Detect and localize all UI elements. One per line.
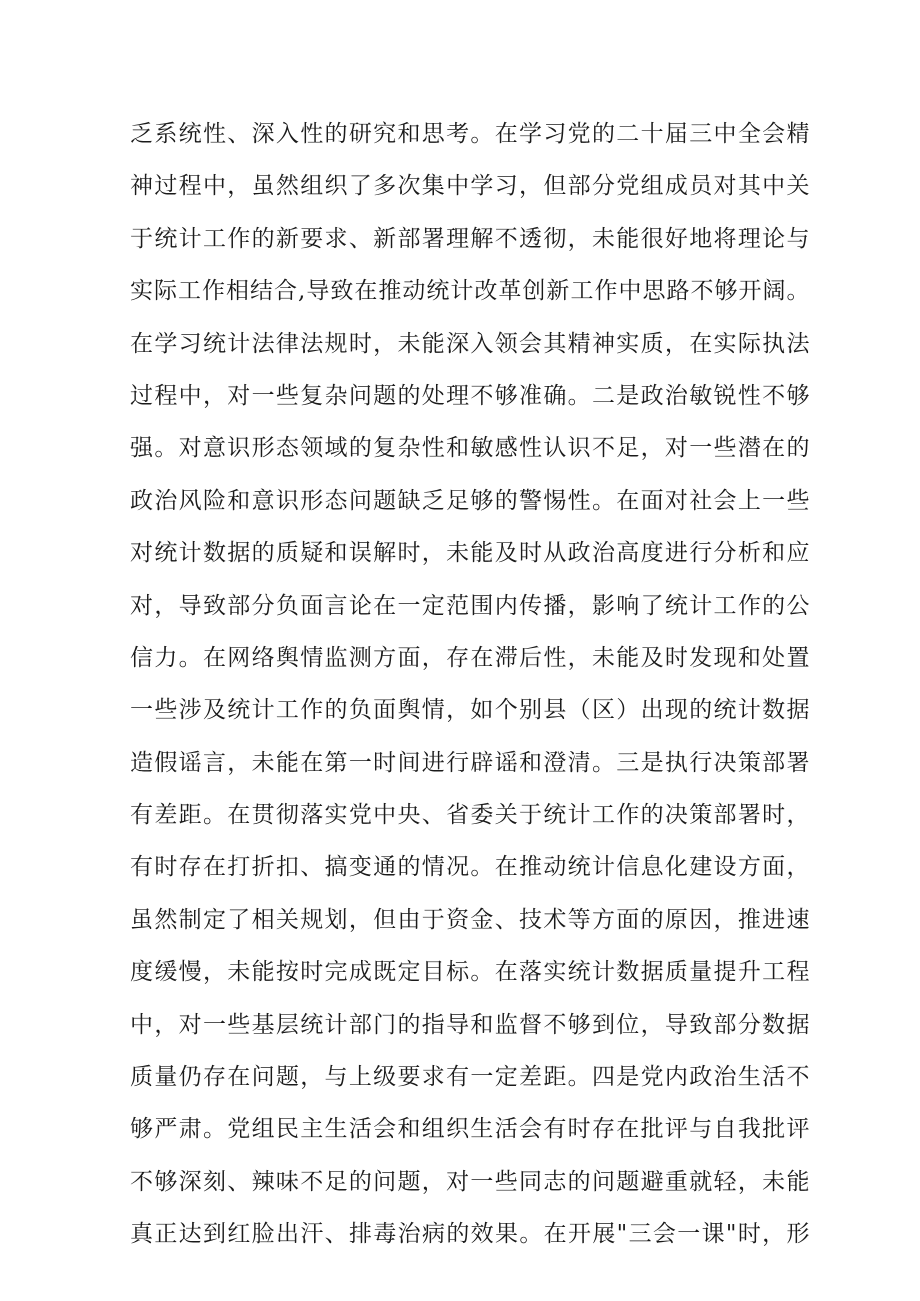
text-line: 神过程中，虽然组织了多次集中学习，但部分党组成员对其中关 [130, 173, 810, 200]
text-line: 过程中，对一些复杂问题的处理不够准确。二是政治敏锐性不够 [130, 382, 810, 409]
text-line: 有时存在打折扣、搞变通的情况。在推动统计信息化建设方面， [130, 854, 810, 881]
text-line: 有差距。在贯彻落实党中央、省委关于统计工作的决策部署时， [130, 802, 810, 829]
text-line: 政治风险和意识形态问题缺乏足够的警惕性。在面对社会上一些 [130, 487, 810, 514]
text-line: 对统计数据的质疑和误解时，未能及时从政治高度进行分析和应 [130, 540, 810, 567]
text-line: 不够深刻、辣味不足的问题，对一些同志的问题避重就轻，未能 [130, 1168, 810, 1195]
text-line: 乏系统性、深入性的研究和思考。在学习党的二十届三中全会精 [130, 121, 810, 147]
text-line: 信力。在网络舆情监测方面，存在滞后性，未能及时发现和处置 [130, 644, 810, 671]
body-paragraph [130, 108, 810, 1261]
text-line: 够严肃。党组民主生活会和组织生活会有时存在批评与自我批评 [130, 1116, 810, 1143]
text-line: 对，导致部分负面言论在一定范围内传播，影响了统计工作的公 [130, 592, 810, 619]
text-line: 一些涉及统计工作的负面舆情，如个别县（区）出现的统计数据 [130, 697, 810, 724]
text-line: 中，对一些基层统计部门的指导和监督不够到位，导致部分数据 [130, 1011, 810, 1038]
text-line: 强。对意识形态领域的复杂性和敏感性认识不足，对一些潜在的 [130, 435, 810, 462]
text-line: 真正达到红脸出汗、排毒治病的效果。在开展"三会一课"时，形 [130, 1221, 810, 1248]
text-line: 于统计工作的新要求、新部署理解不透彻，未能很好地将理论与 [130, 225, 810, 252]
text-line: 度缓慢，未能按时完成既定目标。在落实统计数据质量提升工程 [130, 959, 810, 986]
text-line: 质量仍存在问题，与上级要求有一定差距。四是党内政治生活不 [130, 1064, 810, 1091]
text-line: 在学习统计法律法规时，未能深入领会其精神实质，在实际执法 [130, 330, 810, 357]
text-line: 造假谣言，未能在第一时间进行辟谣和澄清。三是执行决策部署 [130, 749, 810, 776]
text-line: 实际工作相结合,导致在推动统计改革创新工作中思路不够开阔。 [130, 278, 810, 305]
text-line: 虽然制定了相关规划，但由于资金、技术等方面的原因，推进速 [130, 906, 810, 933]
